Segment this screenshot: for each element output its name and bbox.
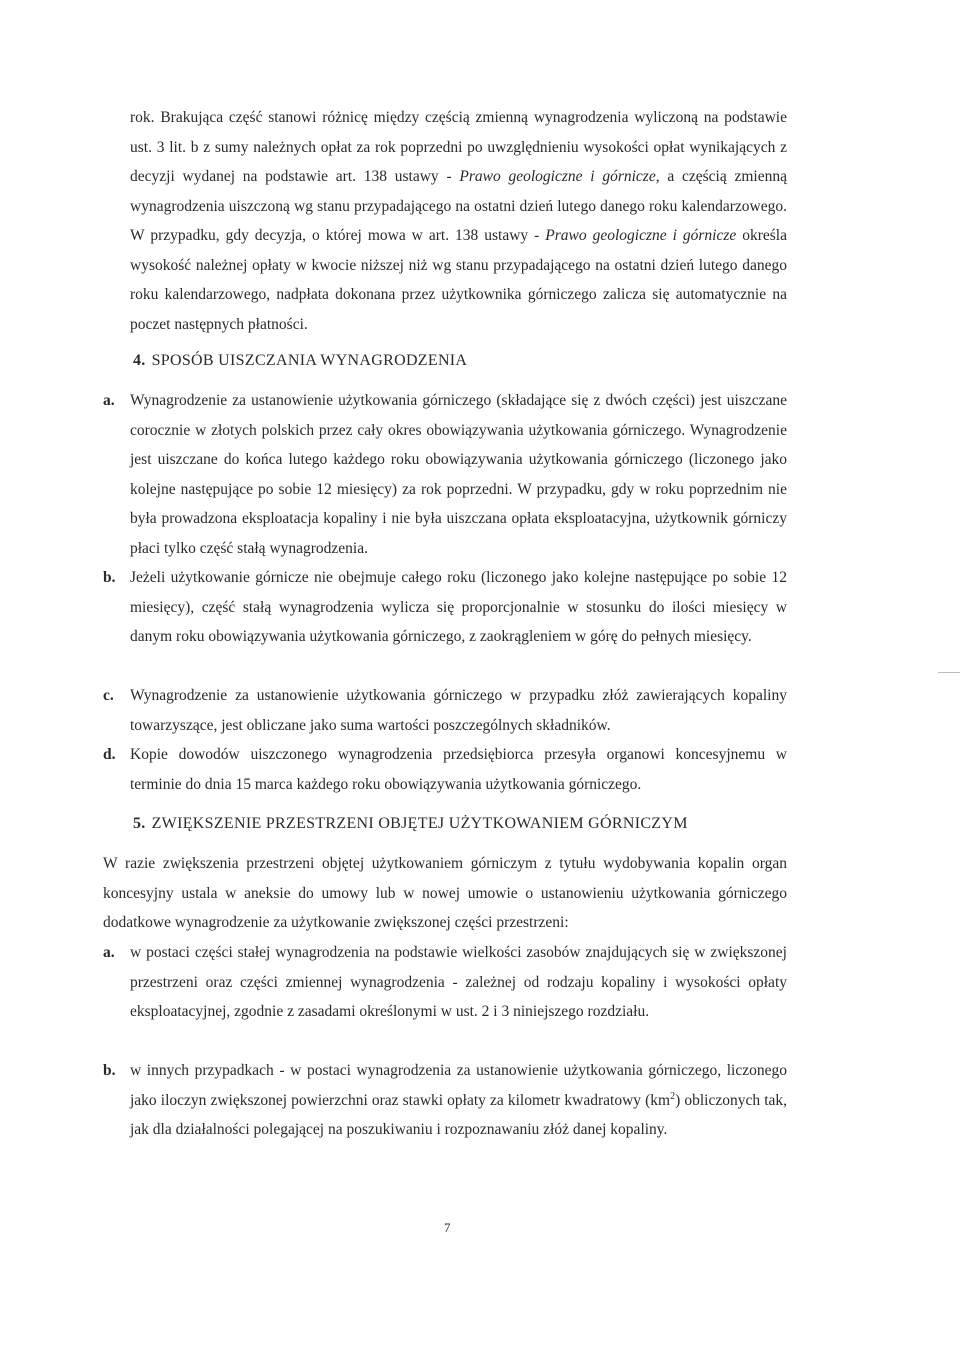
- list-item: [103, 681, 787, 740]
- law-title-italic: Prawo geologiczne i górnicze: [459, 168, 656, 185]
- list-marker: b.: [103, 569, 116, 586]
- superscript: 2: [670, 1090, 676, 1102]
- list-marker: a.: [103, 392, 115, 409]
- list-item-text-part: ) obliczonych tak, jak dla działalności polegającej na poszukiwaniu i rozpoznawaniu złóż danej kopaliny.: [130, 1091, 788, 1138]
- section-heading-5: [133, 815, 688, 833]
- list-item-text: w postaci części stałej wynagrodzenia na podstawie wielkości zasobów znajdujących się w zwiększonej przestrzeni oraz części zmiennej wynagrodzenia - zależnej od rodzaju kopaliny i wysokości opłaty eksploatacyjnej, zgodnie z zasadami określonymi w ust. 2 i 3 niniejszego rozdziału.: [130, 944, 787, 1020]
- law-title-italic: Prawo geologiczne i górnicze: [545, 227, 737, 244]
- list-item-text: Wynagrodzenie za ustanowienie użytkowania górniczego (składające się z dwóch części) jest uiszczane corocznie w złotych polskich przez cały okres obowiązywania użytkowania górniczego. Wynagrodzenie jest uiszczane do końca lutego każdego roku obowiązywania użytkowania górniczego (liczonego jako kolejne następujące po sobie 12 miesięcy) za rok poprzedni. W przypadku, gdy w roku poprzednim nie była prowadzona eksploatacja kopaliny i nie była uiszczana opłata eksploatacyjna, użytkownik górniczy płaci tylko część stałą wynagrodzenia.: [130, 392, 787, 557]
- section-title: SPOSÓB UISZCZANIA WYNAGRODZENIA: [151, 352, 468, 369]
- paragraph-text: rok. Brakująca część stanowi różnicę między częścią zmienną wynagrodzenia wyliczoną na podstawie ust. 3 lit. b z sumy należnych opłat za rok poprzedni po uwzględnieniu wysokości opłat wynikających z decyzji wydanej na podstawie art. 138 ustawy -: [130, 109, 787, 185]
- list-marker: c.: [103, 687, 114, 704]
- list-item: [103, 386, 787, 563]
- paragraph-text: określa wysokość należnej opłaty w kwocie niższej niż wg stanu przypadającego na ostatni dzień lutego danego roku kalendarzowego, nadpłata dokonana przez użytkownika górniczego zalicza się automatycznie na poczet następnych płatności.: [130, 227, 787, 333]
- list-item-text: Kopie dowodów uiszczonego wynagrodzenia przedsiębiorca przesyła organowi koncesyjnemu w terminie do dnia 15 marca każdego roku obowiązywania użytkowania górniczego.: [130, 746, 787, 793]
- page-number: 7: [444, 1220, 451, 1235]
- list-item-text: Wynagrodzenie za ustanowienie użytkowania górniczego w przypadku złóż zawierających kopaliny towarzyszące, jest obliczane jako suma wartości poszczególnych składników.: [130, 687, 787, 734]
- section-title: ZWIĘKSZENIE PRZESTRZENI OBJĘTEJ UŻYTKOWANIEM GÓRNICZYM: [151, 815, 688, 832]
- list-marker: a.: [103, 944, 115, 961]
- list-item: [103, 740, 787, 799]
- list-marker: b.: [103, 1062, 116, 1079]
- section-intro: W razie zwiększenia przestrzeni objętej użytkowaniem górniczym z tytułu wydobywania kopalin organ koncesyjny ustala w aneksie do umowy lub w nowej umowie o ustanowieniu użytkowania górniczego dodatkowe wynagrodzenie za użytkowanie zwiększonej części przestrzeni:: [103, 855, 787, 931]
- paragraph-continuation: [130, 103, 787, 339]
- paragraph-text: , a częścią zmienną wynagrodzenia uiszczoną wg stanu przypadającego na ostatni dzień lutego danego roku kalendarzowego. W przypadku, gdy decyzja, o której mowa w art. 138 ustawy -: [130, 168, 787, 244]
- list-item: [103, 938, 787, 1027]
- section-number: 4.: [133, 352, 146, 369]
- list-item-text: Jeżeli użytkowanie górnicze nie obejmuje całego roku (liczonego jako kolejne następujące po sobie 12 miesięcy), część stałą wynagrodzenia wylicza się proporcjonalnie w stosunku do ilości miesięcy w danym roku obowiązywania użytkowania górniczego, z zaokrągleniem w górę do pełnych miesięcy.: [130, 569, 787, 645]
- list-item: [103, 1056, 787, 1145]
- list-item-text-part: w innych przypadkach - w postaci wynagrodzenia za ustanowienie użytkowania górniczego, liczonego jako iloczyn zwiększonej powierzchni oraz stawki opłaty za kilometr kwadratowy (km: [130, 1062, 787, 1109]
- section-number: 5.: [133, 815, 146, 832]
- list-item-text: [130, 1056, 787, 1145]
- list-marker: d.: [103, 746, 116, 763]
- section-heading-4: [133, 352, 467, 370]
- list-item: [103, 563, 787, 652]
- scan-edge-mark: [938, 672, 960, 673]
